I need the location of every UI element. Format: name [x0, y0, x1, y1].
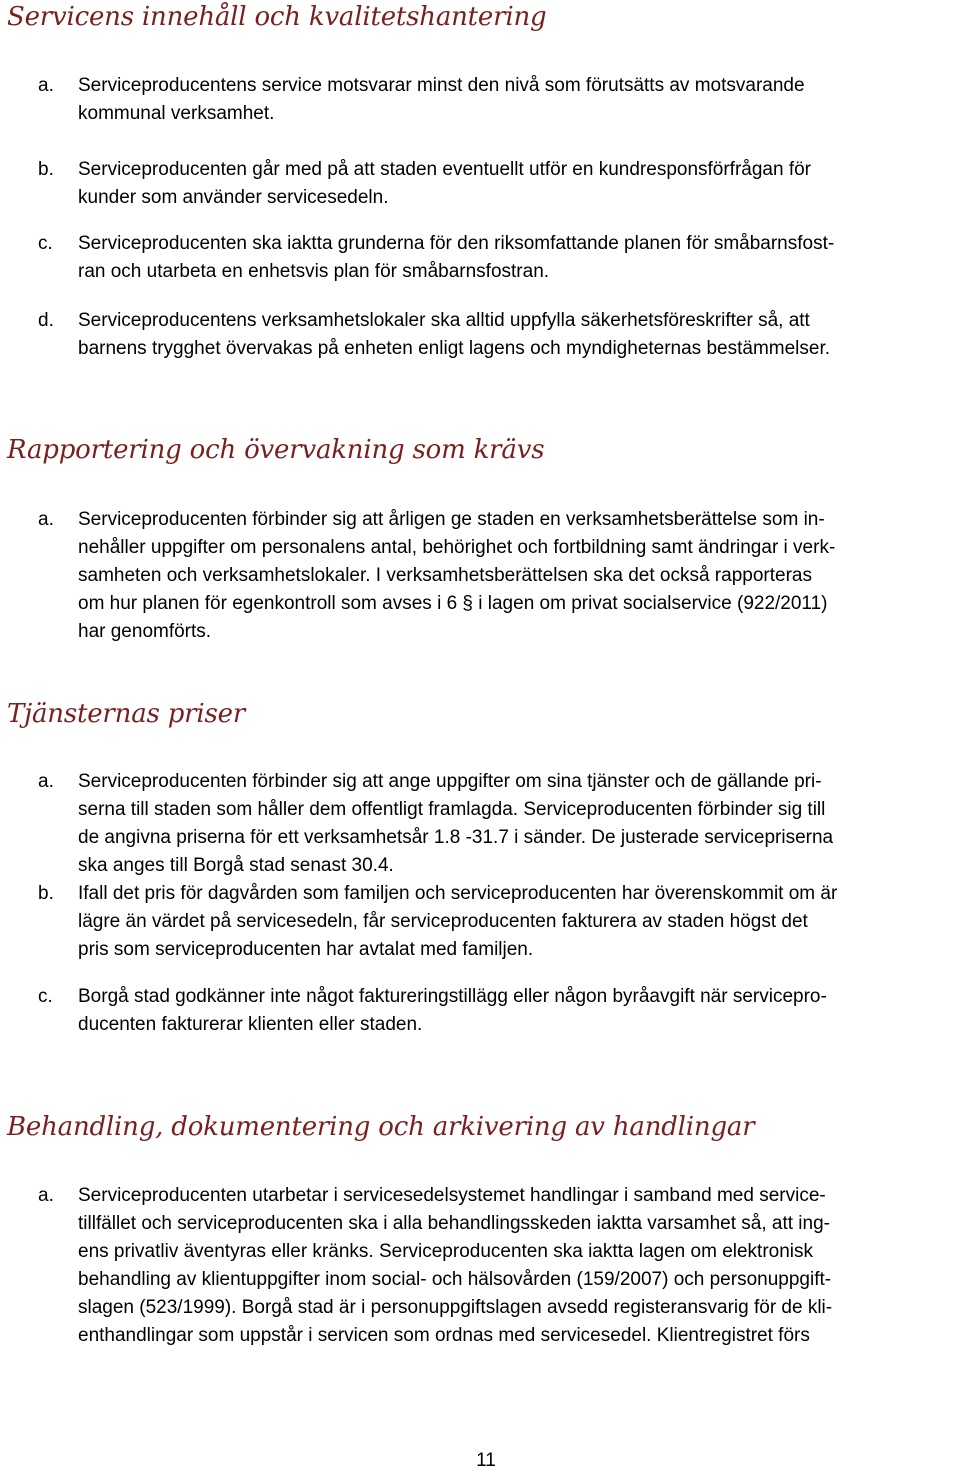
list-item — [38, 307, 960, 363]
list-marker: c. — [38, 986, 53, 1007]
text-line: samheten och verksamhetslokaler. I verksamhetsberättelsen ska det också rapporteras — [78, 565, 812, 586]
list-item — [38, 72, 960, 128]
list-item — [38, 156, 960, 212]
list-marker: d. — [38, 310, 54, 331]
page-number: 11 — [476, 1450, 496, 1471]
text-line: behandling av klientuppgifter inom social- och hälsovården (159/2007) och personuppgift- — [78, 1269, 832, 1290]
text-line: ducenten fakturerar klienten eller staden. — [78, 1014, 423, 1035]
list-item — [38, 230, 960, 286]
text-line: ran och utarbeta en enhetsvis plan för småbarnsfostran. — [78, 261, 550, 282]
text-line: nehåller uppgifter om personalens antal, behörighet och fortbildning samt ändringar i verk- — [78, 537, 836, 558]
list-marker: a. — [38, 771, 54, 792]
list-marker: a. — [38, 75, 54, 96]
list-marker: b. — [38, 883, 54, 904]
list-marker: b. — [38, 159, 54, 180]
list-item — [38, 768, 960, 880]
text-line: barnens trygghet övervakas på enheten enligt lagens och myndigheternas bestämmelser. — [78, 338, 831, 359]
list-item — [38, 983, 960, 1039]
text-line: pris som serviceproducenten har avtalat med familjen. — [78, 939, 534, 960]
text-line: Serviceproducenten förbinder sig att årligen ge staden en verksamhetsberättelse som in- — [78, 509, 825, 530]
text-line: Borgå stad godkänner inte något faktureringstillägg eller någon byråavgift när servicepro- — [78, 986, 827, 1007]
text-line: Ifall det pris för dagvården som familjen och serviceproducenten har överenskommit om är — [78, 883, 838, 904]
text-line: ska anges till Borgå stad senast 30.4. — [78, 855, 394, 876]
list-marker: a. — [38, 509, 54, 530]
text-line: serna till staden som håller dem offentligt framlagda. Serviceproducenten förbinder sig till — [78, 799, 826, 820]
text-line: Serviceproducenten utarbetar i servicesedelsystemet handlingar i samband med service- — [78, 1185, 826, 1206]
text-line: har genomförts. — [78, 621, 212, 642]
text-line: de angivna priserna för ett verksamhetsår 1.8 -31.7 i sänder. De justerade servicepriserna — [78, 827, 834, 848]
text-line: kommunal verksamhet. — [78, 103, 275, 124]
text-line: ens privatliv äventyras eller kränks. Serviceproducenten ska iaktta lagen om elektronisk — [78, 1241, 814, 1262]
list-item — [38, 1182, 960, 1350]
text-line: tillfället och serviceproducenten ska i alla behandlingsskeden iaktta varsamhet så, att ing- — [78, 1213, 830, 1234]
section-heading: Behandling, dokumentering och arkivering av handlingar — [7, 1112, 755, 1142]
list-item — [38, 880, 960, 964]
list-item — [38, 506, 960, 646]
section-heading: Tjänsternas priser — [7, 699, 246, 729]
section-heading: Rapportering och övervakning som krävs — [7, 435, 545, 465]
text-line: om hur planen för egenkontroll som avses i 6 § i lagen om privat socialservice (922/2011) — [78, 593, 828, 614]
text-line: Serviceproducenten ska iaktta grunderna för den riksomfattande planen för småbarnsfost- — [78, 233, 835, 254]
text-line: slagen (523/1999). Borgå stad är i personuppgiftslagen avsedd registeransvarig för de kli- — [78, 1297, 833, 1318]
text-line: Serviceproducenten förbinder sig att ange uppgifter om sina tjänster och de gällande pri- — [78, 771, 822, 792]
text-line: Serviceproducentens service motsvarar minst den nivå som förutsätts av motsvarande — [78, 75, 805, 96]
text-line: kunder som använder servicesedeln. — [78, 187, 389, 208]
text-line: enthandlingar som uppstår i servicen som ordnas med servicesedel. Klientregistret förs — [78, 1325, 810, 1346]
section-heading: Servicens innehåll och kvalitetshantering — [7, 2, 547, 32]
list-marker: c. — [38, 233, 53, 254]
list-marker: a. — [38, 1185, 54, 1206]
text-line: Serviceproducentens verksamhetslokaler ska alltid uppfylla säkerhetsföreskrifter så, att — [78, 310, 810, 331]
text-line: lägre än värdet på servicesedeln, får serviceproducenten fakturera av staden högst det — [78, 911, 808, 932]
text-line: Serviceproducenten går med på att staden eventuellt utför en kundresponsförfrågan för — [78, 159, 812, 180]
